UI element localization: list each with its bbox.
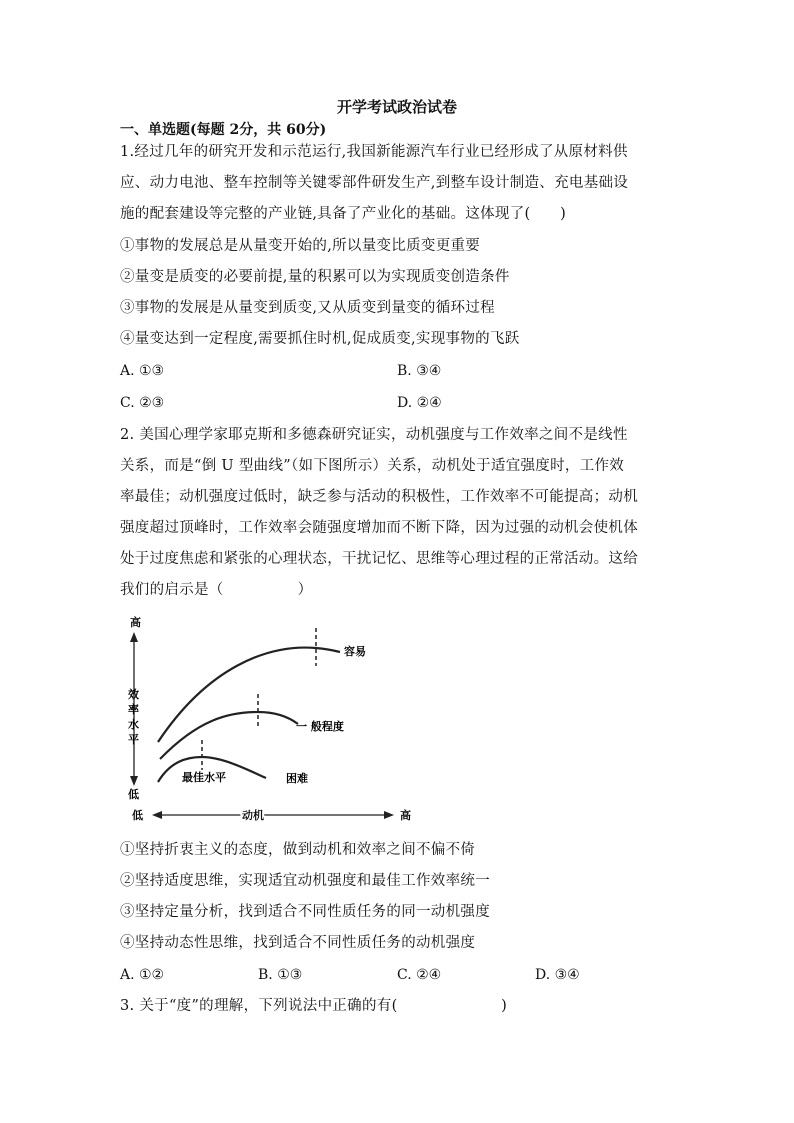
q2-statement-1: ①坚持折衷主义的态度，做到动机和效率之间不偏不倚	[120, 842, 476, 858]
q2-option-b[interactable]: B. ①③	[258, 967, 303, 983]
y-axis-label-char: 效	[128, 688, 139, 701]
q2-statement-3: ③坚持定量分析，找到适合不同性质任务的同一动机强度	[120, 904, 490, 920]
x-axis-arrow-left	[152, 811, 162, 819]
q2-option-a[interactable]: A. ①②	[120, 967, 165, 983]
x-axis-left-label: 低	[132, 809, 143, 822]
curve-medium-label: 一 般程度	[296, 720, 344, 733]
q1-option-d[interactable]: D. ②④	[397, 395, 442, 411]
q1-statement-4: ④量变达到一定程度,需要抓住时机,促成质变,实现事物的飞跃	[120, 331, 520, 347]
curve-hard-label: 困难	[286, 772, 308, 785]
y-axis-bottom-label: 低	[128, 788, 139, 801]
x-axis-right-label: 高	[400, 809, 411, 822]
q2-option-d[interactable]: D. ③④	[535, 967, 580, 983]
q3-stem: 3. 关于“度”的理解，下列说法中正确的有( )	[120, 998, 508, 1014]
motivation-efficiency-figure	[118, 612, 418, 824]
q2-stem-line: 2. 美国心理学家耶克斯和多德森研究证实，动机强度与工作效率之间不是线性	[120, 427, 628, 443]
q1-statement-3: ③事物的发展是从量变到质变,又从质变到量变的循环过程	[120, 300, 495, 316]
q1-stem-line: 1.经过几年的研究开发和示范运行,我国新能源汽车行业已经形成了从原材料供	[120, 144, 628, 160]
curve-medium	[160, 712, 298, 759]
curve-easy-label: 容易	[344, 645, 366, 658]
q1-statement-1: ①事物的发展总是从量变开始的,所以量变比质变更重要	[120, 238, 481, 254]
y-axis-arrow-up	[130, 632, 138, 642]
q1-option-a[interactable]: A. ①③	[120, 363, 165, 379]
q1-option-c[interactable]: C. ②③	[120, 395, 165, 411]
y-axis-arrow-down	[130, 776, 138, 786]
q2-option-c[interactable]: C. ②④	[397, 967, 442, 983]
q1-stem-line: 应、动力电池、整车控制等关键零部件研发生产,到整车设计制造、充电基础设	[120, 175, 629, 191]
q2-statement-2: ②坚持适度思维，实现适宜动机强度和最佳工作效率统一	[120, 873, 490, 889]
y-axis-label-char: 平	[128, 733, 139, 746]
page-title: 开学考试政治试卷	[336, 98, 457, 116]
y-axis-label-char: 水	[128, 718, 139, 731]
q2-stem-line: 率最佳；动机强度过低时，缺乏参与活动的积极性，工作效率不可能提高；动机	[120, 489, 638, 505]
x-axis-arrow-right	[384, 811, 394, 819]
q2-stem-line: 强度超过顶峰时，工作效率会随强度增加而不断下降，因为过强的动机会使机体	[120, 520, 638, 536]
section-heading: 一、单选题(每题 2分，共 60分)	[120, 122, 327, 138]
q1-stem-line: 施的配套建设等完整的产业链,具备了产业化的基础。这体现了( )	[120, 206, 567, 222]
q2-stem-line: 处于过度焦虑和紧张的心理状态，干扰记忆、思维等心理过程的正常活动。这给	[120, 551, 638, 567]
q2-statement-4: ④坚持动态性思维，找到适合不同性质任务的动机强度	[120, 935, 476, 951]
q1-statement-2: ②量变是质变的必要前提,量的积累可以为实现质变创造条件	[120, 269, 510, 285]
y-axis-label-char: 率	[128, 703, 139, 716]
x-axis-label: 动机	[242, 809, 264, 822]
q2-stem-line: 关系，而是“倒 U 型曲线”（如下图所示）关系，动机处于适宜强度时，工作效	[120, 458, 625, 474]
optimum-label: 最佳水平	[182, 771, 226, 784]
q1-option-b[interactable]: B. ③④	[397, 363, 442, 379]
q2-stem-line: 我们的启示是（ ）	[120, 582, 313, 598]
y-axis-top-label: 高	[130, 616, 141, 629]
